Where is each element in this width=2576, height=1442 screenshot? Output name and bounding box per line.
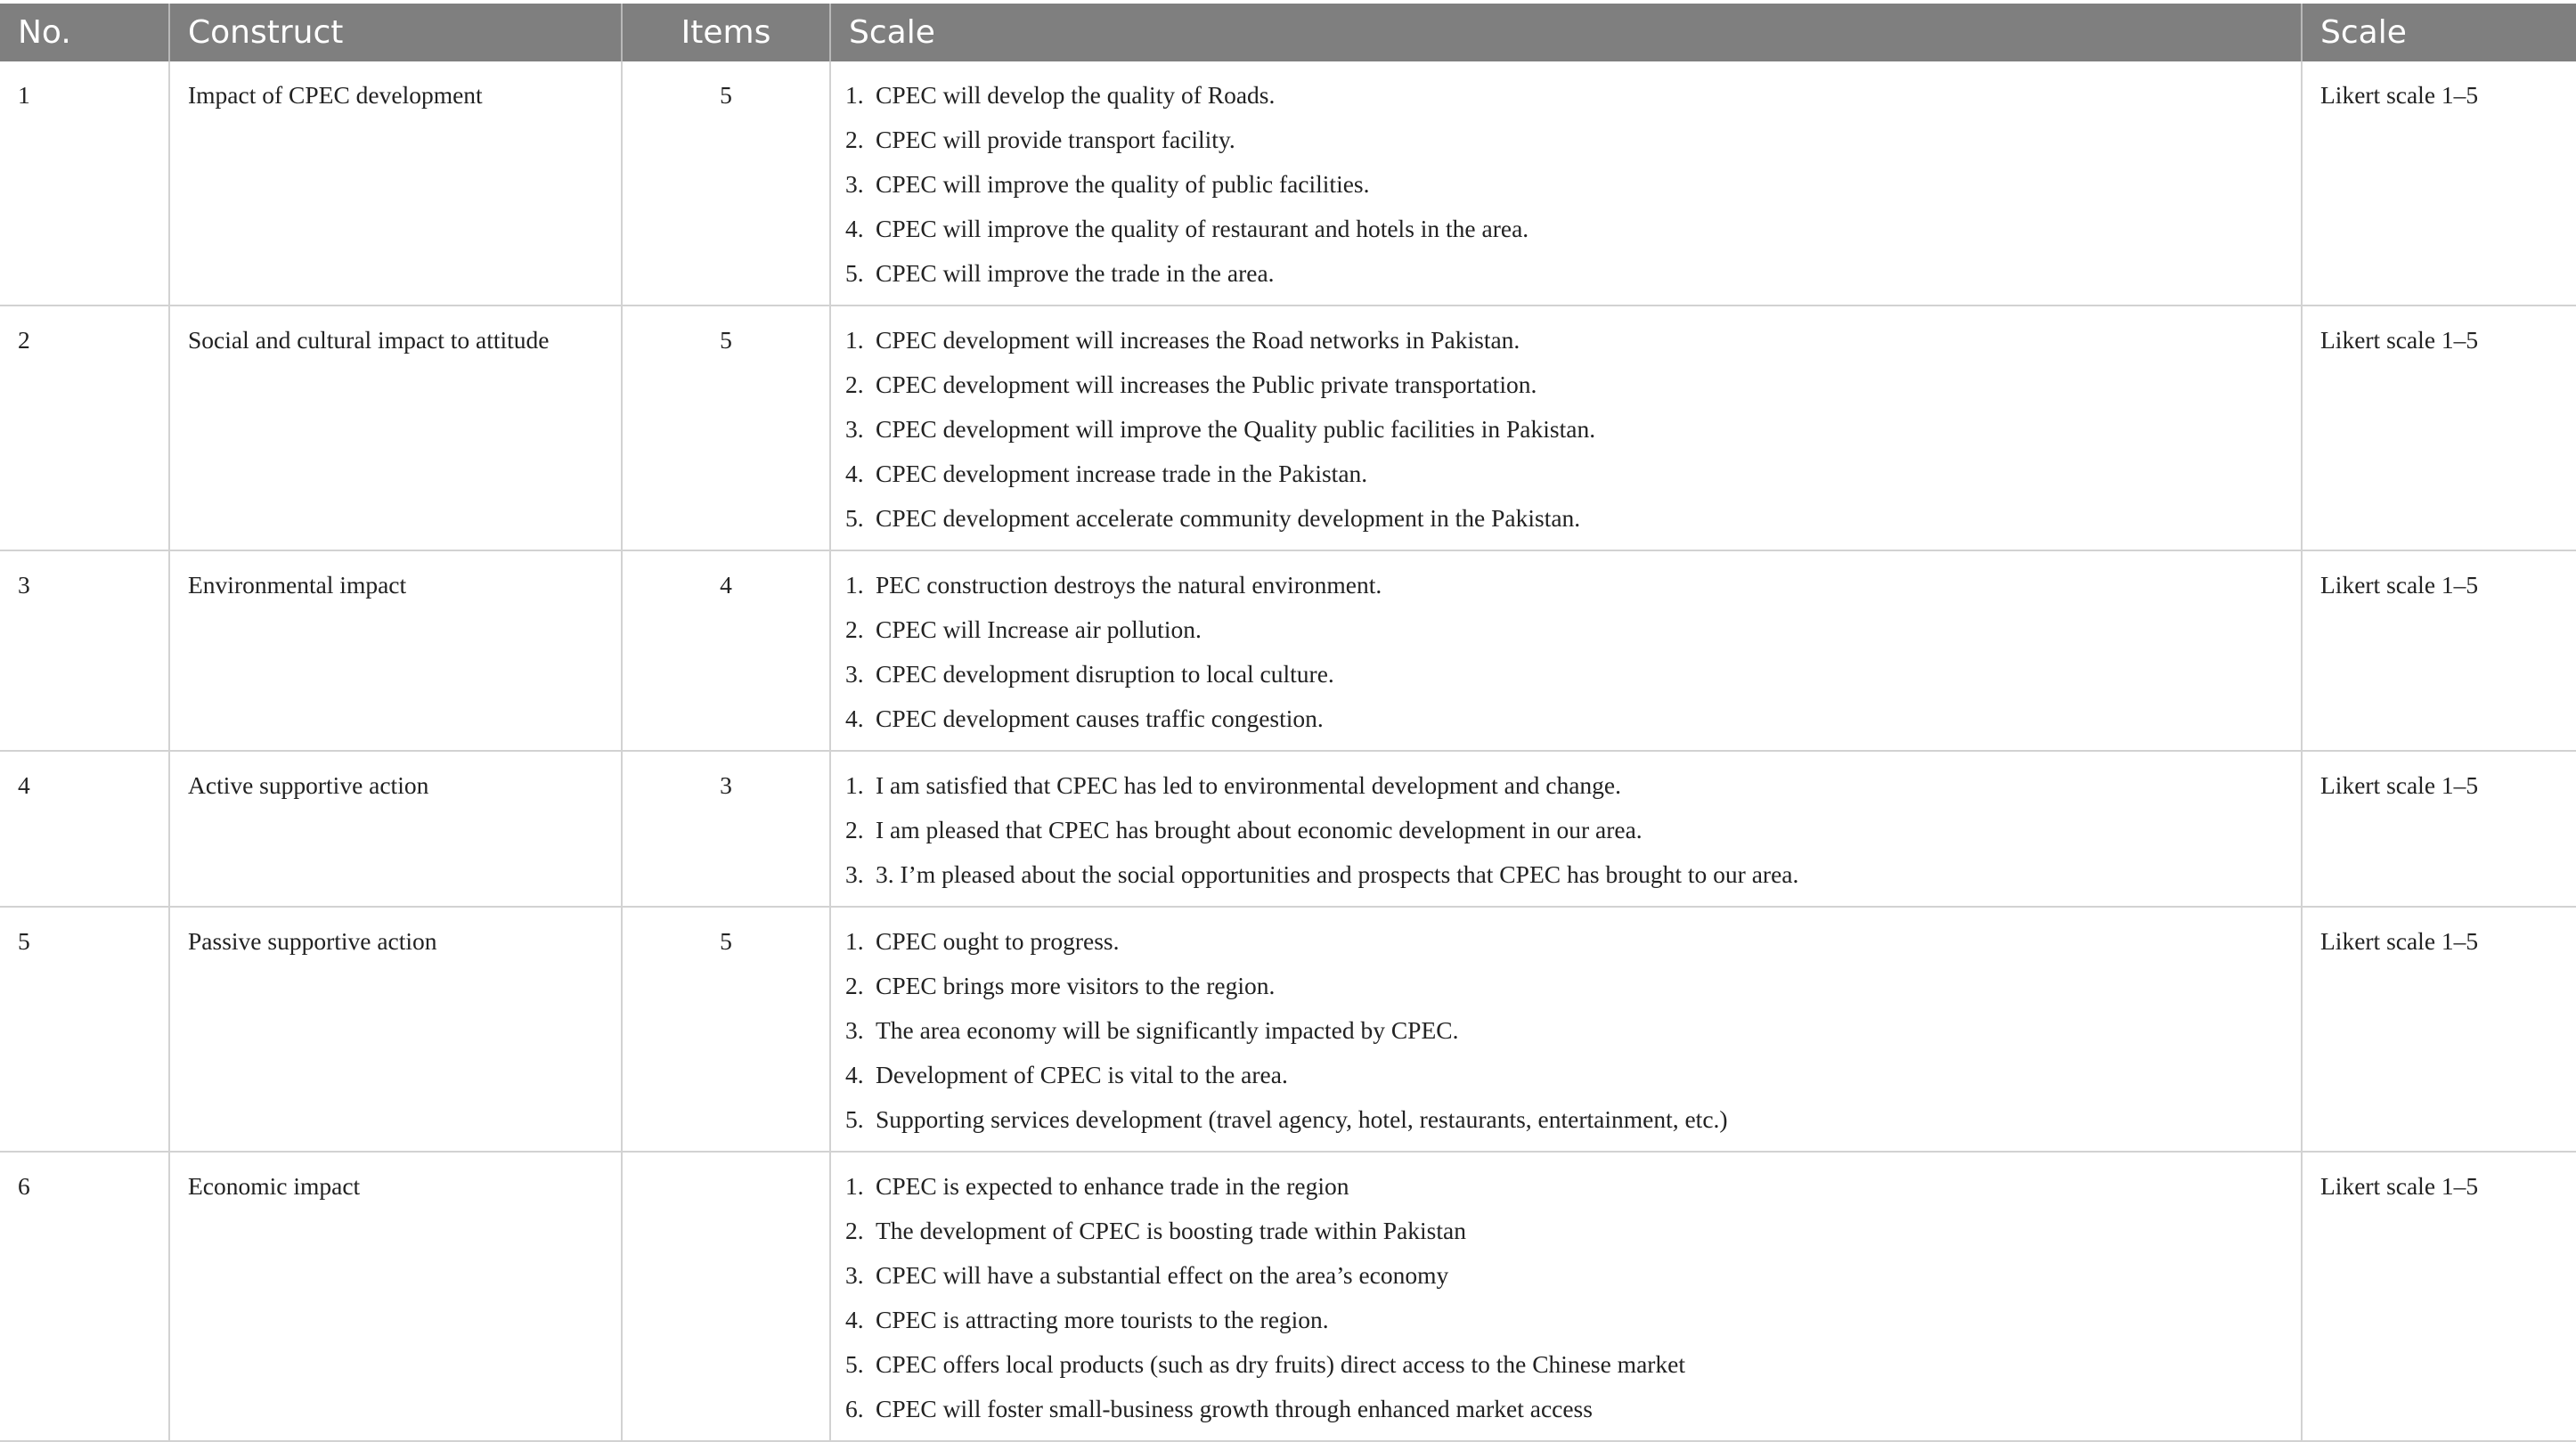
scale-item [845,452,2301,496]
scale-item-text: CPEC development will increases the Road networks in Pakistan. [876,326,1520,354]
item-count: 5 [622,306,830,550]
scale-item [845,407,2301,452]
scale-item [845,1097,2301,1142]
scale-item-text: Supporting services development (travel agency, hotel, restaurants, entertainment, etc.) [876,1105,1728,1133]
scale-item-number: 1. [845,571,864,599]
header-no: No. [0,4,169,61]
scale-item-number: 1. [845,81,864,109]
scale-item-text: The area economy will be significantly impacted by CPEC. [876,1016,1459,1044]
scale-type: Likert scale 1–5 [2302,550,2576,751]
construct-name: Social and cultural impact to attitude [169,306,622,550]
scale-item [845,919,2301,964]
scale-item-text: CPEC is expected to enhance trade in the region [876,1172,1349,1200]
scale-item-text: I am pleased that CPEC has brought about economic development in our area. [876,816,1643,843]
scale-item [845,318,2301,363]
row-number: 3 [0,550,169,751]
scale-item-number: 4. [845,1306,864,1333]
scale-item-text: CPEC will foster small-business growth through enhanced market access [876,1395,1593,1422]
scale-item-number: 1. [845,927,864,955]
scale-item [845,251,2301,296]
scale-item [845,1387,2301,1431]
construct-name: Environmental impact [169,550,622,751]
table-row [0,61,2576,306]
scale-item [845,1008,2301,1053]
scale-item [845,363,2301,407]
scale-item [845,162,2301,207]
scale-item-number: 1. [845,771,864,799]
scale-item-number: 1. [845,326,864,354]
scale-items [830,1152,2302,1441]
scale-item [845,1053,2301,1097]
scale-item [845,1253,2301,1298]
scale-item-number: 5. [845,504,864,532]
scale-item-number: 3. [845,415,864,443]
scale-item-text: CPEC development disruption to local culture. [876,660,1334,688]
scale-items [830,751,2302,907]
scale-item [845,118,2301,162]
scale-type: Likert scale 1–5 [2302,61,2576,306]
scale-item-text: The development of CPEC is boosting trade within Pakistan [876,1217,1466,1244]
scale-item-text: CPEC ought to progress. [876,927,1120,955]
table-row [0,751,2576,907]
row-number: 5 [0,907,169,1152]
scale-item-text: CPEC brings more visitors to the region. [876,972,1276,999]
scale-item-text: CPEC is attracting more tourists to the region. [876,1306,1329,1333]
scale-item-number: 3. [845,660,864,688]
scale-item [845,207,2301,251]
scale-item [845,1298,2301,1342]
scale-item-text: CPEC development will improve the Quality public facilities in Pakistan. [876,415,1596,443]
table-body [0,61,2576,1441]
row-number: 1 [0,61,169,306]
header-items: Items [622,4,830,61]
scale-item-number: 4. [845,705,864,732]
scale-item-text: CPEC will Increase air pollution. [876,615,1202,643]
scale-item-number: 3. [845,170,864,198]
scale-item-number: 2. [845,126,864,153]
scale-item [845,563,2301,607]
scale-item-number: 4. [845,215,864,242]
scale-item-text: CPEC development causes traffic congestion. [876,705,1324,732]
scale-item [845,496,2301,541]
scale-item [845,73,2301,118]
scale-item-number: 3. [845,1261,864,1289]
scale-item [845,1209,2301,1253]
item-count: 4 [622,550,830,751]
scale-item-text: CPEC development will increases the Public private transportation. [876,371,1537,398]
scale-items [830,550,2302,751]
scale-item [845,607,2301,652]
scale-item-text: CPEC offers local products (such as dry fruits) direct access to the Chinese market [876,1350,1686,1378]
item-count: 5 [622,907,830,1152]
scale-item-text: CPEC will have a substantial effect on the area’s economy [876,1261,1449,1289]
construct-name: Economic impact [169,1152,622,1441]
table-row [0,306,2576,550]
table-row [0,1152,2576,1441]
scale-item-number: 5. [845,259,864,287]
construct-name: Impact of CPEC development [169,61,622,306]
scale-item [845,652,2301,697]
scale-item-number: 1. [845,1172,864,1200]
scale-item-number: 4. [845,1061,864,1088]
scale-item-number: 2. [845,1217,864,1244]
scale-item [845,697,2301,741]
scale-item-text: 3. I’m pleased about the social opportunities and prospects that CPEC has brought to our area. [876,860,1799,888]
scale-item-text: I am satisfied that CPEC has led to environmental development and change. [876,771,1622,799]
scale-type: Likert scale 1–5 [2302,306,2576,550]
scale-item-text: CPEC will improve the trade in the area. [876,259,1275,287]
table-header [0,4,2576,61]
row-number: 4 [0,751,169,907]
construct-name: Passive supportive action [169,907,622,1152]
scale-item-number: 2. [845,816,864,843]
scale-item-text: Development of CPEC is vital to the area. [876,1061,1288,1088]
constructs-table [0,4,2576,1442]
scale-type: Likert scale 1–5 [2302,751,2576,907]
scale-item [845,964,2301,1008]
scale-item-text: CPEC will improve the quality of public facilities. [876,170,1370,198]
scale-item-text: CPEC development accelerate community development in the Pakistan. [876,504,1581,532]
scale-item [845,1164,2301,1209]
row-number: 6 [0,1152,169,1441]
item-count: 3 [622,751,830,907]
scale-item-number: 2. [845,615,864,643]
scale-item-number: 2. [845,972,864,999]
scale-item-number: 4. [845,460,864,487]
scale-item-number: 5. [845,1350,864,1378]
table-row [0,550,2576,751]
item-count [622,1152,830,1441]
scale-item-text: CPEC will develop the quality of Roads. [876,81,1276,109]
scale-item [845,852,2301,897]
table-row [0,907,2576,1152]
scale-type: Likert scale 1–5 [2302,907,2576,1152]
scale-items [830,61,2302,306]
scale-items [830,907,2302,1152]
scale-item-number: 2. [845,371,864,398]
scale-item-text: PEC construction destroys the natural environment. [876,571,1382,599]
scale-item [845,808,2301,852]
scale-item-number: 5. [845,1105,864,1133]
scale-type: Likert scale 1–5 [2302,1152,2576,1441]
scale-item-text: CPEC will provide transport facility. [876,126,1235,153]
header-construct: Construct [169,4,622,61]
scale-item-number: 6. [845,1395,864,1422]
header-scale-items: Scale [830,4,2302,61]
construct-name: Active supportive action [169,751,622,907]
scale-item-number: 3. [845,860,864,888]
item-count: 5 [622,61,830,306]
scale-item-number: 3. [845,1016,864,1044]
header-scale-type: Scale [2302,4,2576,61]
row-number: 2 [0,306,169,550]
scale-item-text: CPEC development increase trade in the Pakistan. [876,460,1368,487]
header-row [0,4,2576,61]
scale-items [830,306,2302,550]
scale-item [845,763,2301,808]
scale-item [845,1342,2301,1387]
scale-item-text: CPEC will improve the quality of restaurant and hotels in the area. [876,215,1529,242]
